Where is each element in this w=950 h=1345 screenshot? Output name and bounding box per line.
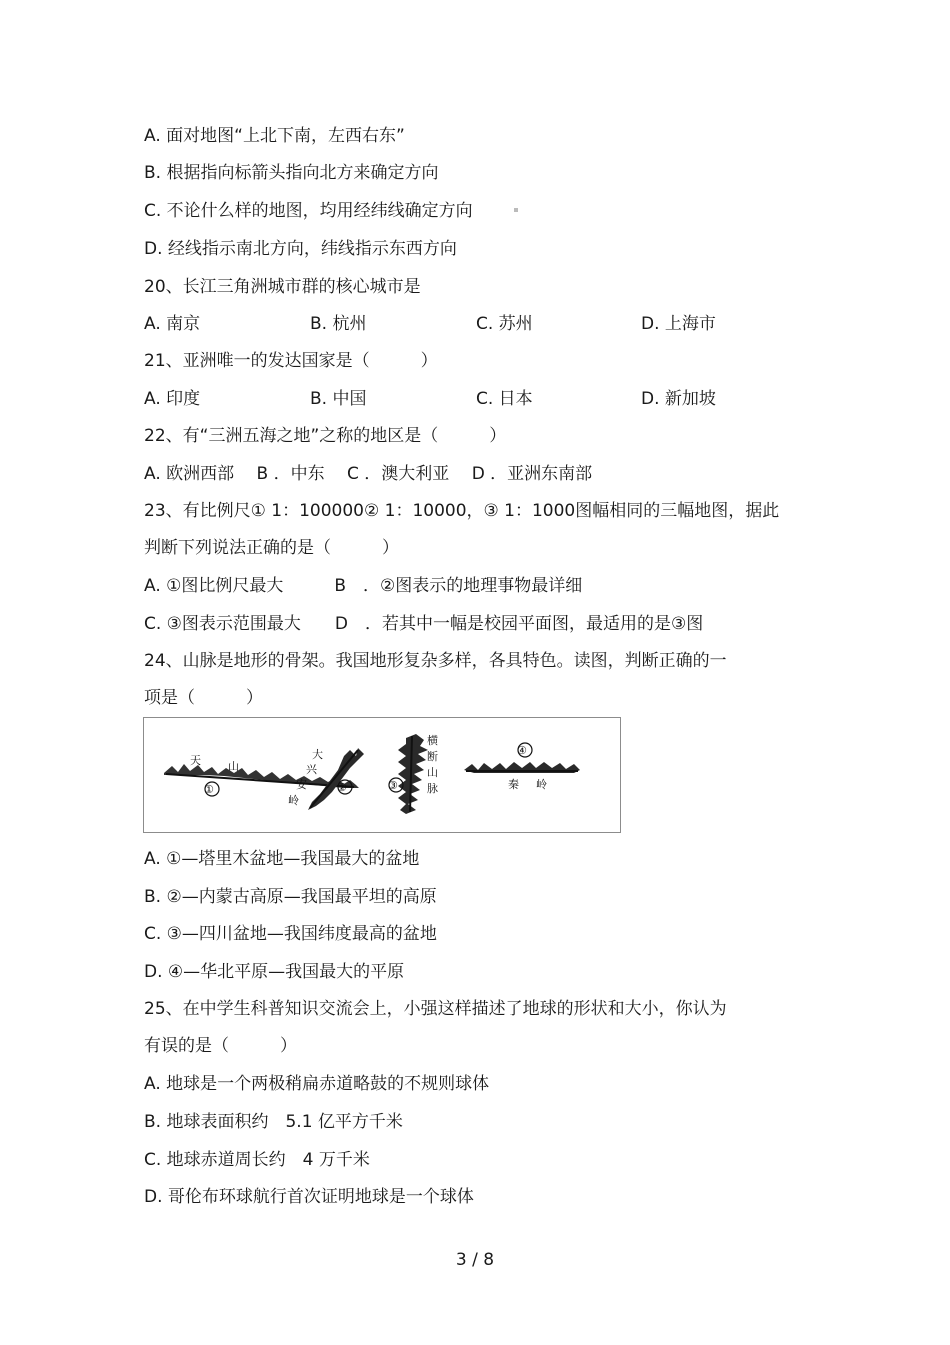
q25-option-b: B. 地球表面积约 5.1 亿平方千米 — [144, 1112, 403, 1132]
mountain-range-figure — [143, 717, 621, 833]
q24-option-a: A. ①—塔里木盆地—我国最大的盆地 — [144, 849, 420, 869]
mountain-range-4-sketch — [464, 743, 580, 791]
label-n2: ② — [337, 781, 347, 794]
q19-option-d: D. 经线指示南北方向，纬线指示东西方向 — [144, 239, 457, 259]
q25-option-a: A. 地球是一个两极稍扁赤道略鼓的不规则球体 — [144, 1074, 490, 1094]
q19-option-c: C. 不论什么样的地图，均用经纬线确定方向 — [144, 201, 473, 221]
label-m2-c: 安 — [296, 778, 307, 791]
q20-stem: 20、长江三角洲城市群的核心城市是 — [144, 277, 421, 297]
q25-stem-line2: 有误的是（ ） — [144, 1036, 297, 1056]
scan-speck — [514, 208, 518, 212]
label-m3-a: 横 — [427, 734, 438, 747]
q22-options: A. 欧洲西部 B ．中东 C ．澳大利亚 D ．亚洲东南部 — [144, 464, 593, 484]
q21-option-c: C. 日本 — [476, 389, 533, 409]
q21-option-d: D. 新加坡 — [641, 389, 716, 409]
mountain-sketches — [144, 718, 622, 834]
label-m2-b: 兴 — [306, 763, 317, 776]
q23-stem-line2: 判断下列说法正确的是（ ） — [144, 538, 399, 558]
q20-option-a: A. 南京 — [144, 314, 201, 334]
label-m3-d: 脉 — [427, 782, 438, 795]
q24-option-b: B. ②—内蒙古高原—我国最平坦的高原 — [144, 887, 437, 907]
q23-stem-line1: 23、有比例尺① 1：100000② 1：10000，③ 1：1000图幅相同的三幅地图，据此 — [144, 501, 780, 521]
q20-option-d: D. 上海市 — [641, 314, 716, 334]
q25-option-c: C. 地球赤道周长约 4 万千米 — [144, 1150, 370, 1170]
q19-option-b: B. 根据指向标箭头指向北方来确定方向 — [144, 163, 439, 183]
label-m4-b: 岭 — [536, 778, 547, 791]
q21-stem: 21、亚洲唯一的发达国家是（ ） — [144, 351, 438, 371]
q24-stem-line2: 项是（ ） — [144, 688, 263, 708]
label-m4-a: 秦 — [508, 778, 519, 791]
q25-stem-line1: 25、在中学生科普知识交流会上，小强这样描述了地球的形状和大小，你认为 — [144, 999, 727, 1019]
q20-option-b: B. 杭州 — [310, 314, 367, 334]
q19-option-a: A. 面对地图“上北下南，左西右东” — [144, 126, 405, 146]
q22-stem: 22、有“三洲五海之地”之称的地区是（ ） — [144, 426, 507, 446]
q24-option-d: D. ④—华北平原—我国最大的平原 — [144, 962, 405, 982]
q23-options-line1: A. ①图比例尺最大 B ．②图表示的地理事物最详细 — [144, 576, 583, 596]
label-m2-d: 岭 — [288, 794, 299, 807]
label-n3: ③ — [388, 779, 398, 792]
page-number: 3 / 8 — [455, 1250, 495, 1270]
q24-option-c: C. ③—四川盆地—我国纬度最高的盆地 — [144, 924, 437, 944]
label-m3-b: 断 — [427, 750, 438, 763]
label-n4: ④ — [517, 744, 527, 757]
q23-options-line2: C. ③图表示范围最大 D ．若其中一幅是校园平面图，最适用的是③图 — [144, 614, 704, 634]
label-m2-a: 大 — [312, 748, 323, 761]
q20-option-c: C. 苏州 — [476, 314, 533, 334]
label-n1: ① — [204, 783, 214, 796]
label-m1-a: 天 — [190, 754, 201, 767]
label-m1-b: 山 — [228, 760, 239, 773]
q25-option-d: D. 哥伦布环球航行首次证明地球是一个球体 — [144, 1187, 474, 1207]
q24-stem-line1: 24、山脉是地形的骨架。我国地形复杂多样，各具特色。读图，判断正确的一 — [144, 651, 727, 671]
label-m3-c: 山 — [427, 766, 438, 779]
mountain-range-3-sketch — [388, 733, 438, 814]
mountain-range-2-sketch — [288, 747, 364, 810]
q21-option-b: B. 中国 — [310, 389, 367, 409]
q21-option-a: A. 印度 — [144, 389, 201, 409]
